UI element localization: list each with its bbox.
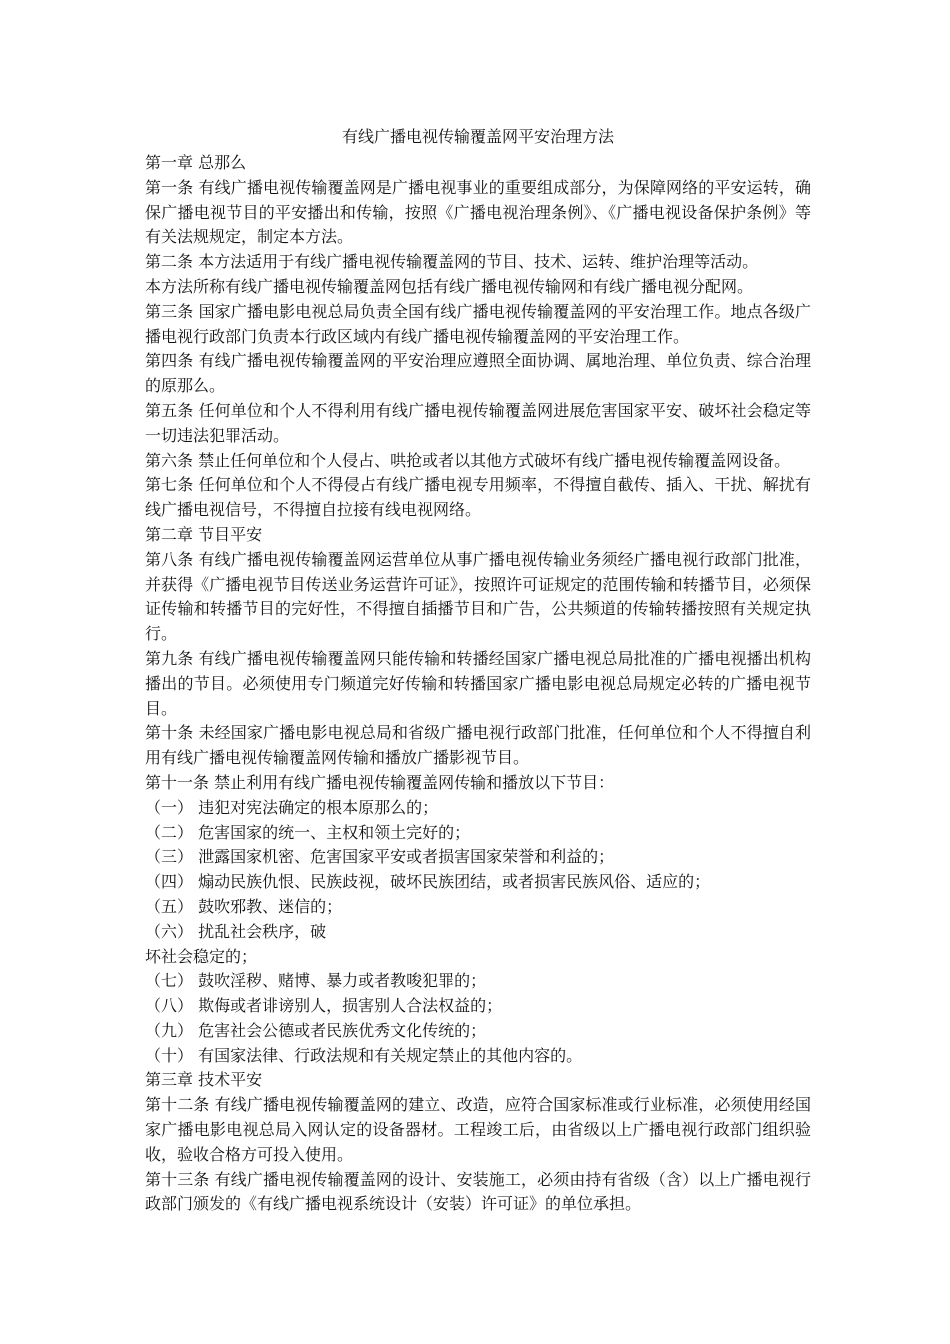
paragraph: （七） 鼓吹淫秽、赌博、暴力或者教唆犯罪的； [145, 971, 487, 991]
paragraph: 第九条 有线广播电视传输覆盖网只能传输和转播经国家广播电视总局批准的广播电视播出机构播出的节目。必须使用专门频道完好传输和转播国家广播电影电视总局规定必转的广播电视节目。 [145, 648, 811, 718]
paragraph: 第十三条 有线广播电视传输覆盖网的设计、安装施工，必须由持有省级（含）以上广播电视行政部门颁发的《有线广播电视系统设计（安装）许可证》的单位承担。 [145, 1169, 811, 1214]
paragraph: （一） 违犯对宪法确定的根本原那么的； [145, 797, 439, 817]
paragraph: 第四条 有线广播电视传输覆盖网的平安治理应遵照全面协调、属地治理、单位负责、综合治理的原那么。 [145, 351, 811, 396]
paragraph: 第二条 本方法适用于有线广播电视传输覆盖网的节目、技术、运转、维护治理等活动。 [145, 252, 759, 272]
paragraph: （二） 危害国家的统一、主权和领土完好的； [145, 822, 471, 842]
paragraph: 第一章 总那么 [145, 153, 247, 172]
paragraph: （四） 煽动民族仇恨、民族歧视，破坏民族团结，或者损害民族风俗、适应的； [145, 872, 711, 892]
paragraph: 第七条 任何单位和个人不得侵占有线广播电视专用频率，不得擅自截传、插入、干扰、解扰有线广播电视信号，不得擅自拉接有线电视网络。 [145, 475, 811, 520]
paragraph: （十） 有国家法律、行政法规和有关规定禁止的其他内容的。 [145, 1045, 583, 1065]
paragraph: 第八条 有线广播电视传输覆盖网运营单位从事广播电视传输业务须经广播电视行政部门批准，并获得《广播电视节目传送业务运营许可证》，按照许可证规定的范围传输和转播节目，必须保证传输和转播节目的完好性，不得擅自插播节目和广告，公共频道的传输转播按照有关规定执行。 [145, 549, 811, 644]
paragraph: 第三条 国家广播电影电视总局负责全国有线广播电视传输覆盖网的平安治理工作。地点各级广播电视行政部门负责本行政区域内有线广播电视传输覆盖网的平安治理工作。 [145, 301, 811, 346]
paragraph: （五） 鼓吹邪教、迷信的； [145, 896, 343, 916]
paragraph: 第十二条 有线广播电视传输覆盖网的建立、改造，应符合国家标准或行业标准，必须使用经国家广播电影电视总局入网认定的设备器材。工程竣工后，由省级以上广播电视行政部门组织验收，验收合格方可投入使用。 [145, 1095, 811, 1164]
paragraph: 第二章 节目平安 [145, 524, 263, 544]
paragraph: 第六条 禁止任何单位和个人侵占、哄抢或者以其他方式破坏有线广播电视传输覆盖网设备。 [145, 450, 791, 470]
paragraph: 第十一条 禁止利用有线广播电视传输覆盖网传输和播放以下节目： [145, 772, 615, 792]
paragraph: （三） 泄露国家机密、危害国家平安或者损害国家荣誉和利益的； [145, 847, 615, 867]
paragraph: 坏社会稳定的； [145, 946, 258, 966]
paragraph: 第一条 有线广播电视传输覆盖网是广播电视事业的重要组成部分，为保障网络的平安运转，确保广播电视节目的平安播出和传输，按照《广播电视治理条例》、《广播电视设备保护条例》等有关法规规定，制定本方法。 [145, 177, 811, 247]
paragraph: 第十条 未经国家广播电影电视总局和省级广播电视行政部门批准，任何单位和个人不得擅自利用有线广播电视传输覆盖网传输和播放广播影视节目。 [145, 723, 811, 768]
document-body [145, 122, 811, 1217]
paragraph: （八） 欺侮或者诽谤别人，损害别人合法权益的； [145, 996, 503, 1016]
paragraph: 第三章 技术平安 [145, 1070, 263, 1090]
document-title: 有线广播电视传输覆盖网平安治理方法 [341, 127, 614, 146]
paragraph: 本方法所称有线广播电视传输覆盖网包括有线广播电视传输网和有线广播电视分配网。 [145, 276, 754, 296]
paragraph-list [145, 151, 811, 1217]
paragraph: 第五条 任何单位和个人不得利用有线广播电视传输覆盖网进展危害国家平安、破坏社会稳定等一切违法犯罪活动。 [145, 400, 811, 445]
paragraph: （六） 扰乱社会秩序，破 [145, 921, 327, 941]
paragraph: （九） 危害社会公德或者民族优秀文化传统的； [145, 1020, 487, 1040]
